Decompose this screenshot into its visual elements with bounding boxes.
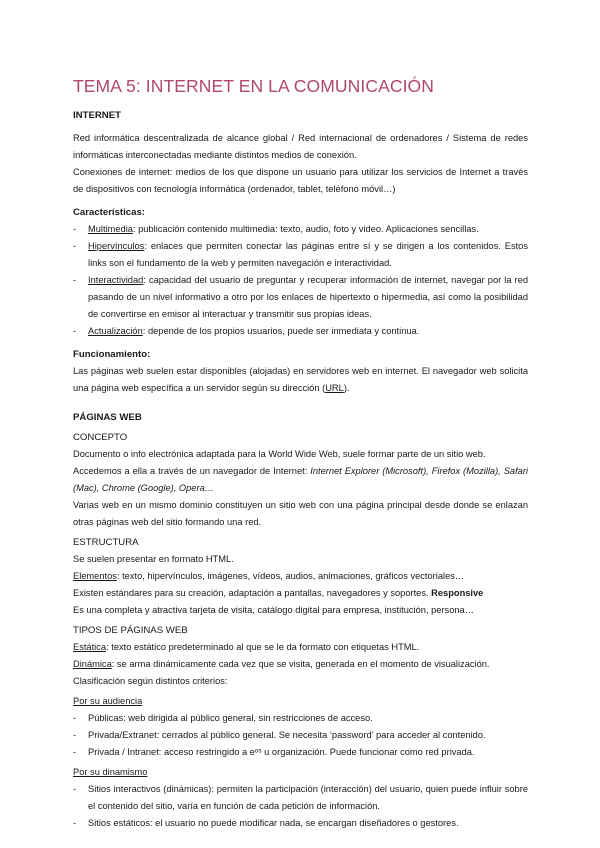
text-span: Las páginas web suelen estar disponibles (alojadas) en servidores web en internet. El navegador web solicita una página web específica a un servidor según su dirección ( bbox=[73, 366, 528, 393]
text-span: ). bbox=[343, 383, 350, 393]
estructura-3 bbox=[73, 585, 528, 602]
term: Elementos bbox=[73, 571, 117, 581]
internet-conexiones: Conexiones de internet: medios de los que dispone un usuario para utilizar los servicios de Internet a través de dispositivos con tecnología informática (ordenador, tablet, teléfono móvil…) bbox=[73, 167, 528, 194]
caracteristicas-heading: Características: bbox=[73, 207, 145, 218]
url-term: URL bbox=[325, 383, 344, 393]
term-text: : texto estático predeterminado al que se le da formato con etiquetas HTML. bbox=[106, 642, 420, 652]
term: Multimedia bbox=[88, 224, 133, 234]
list-item: - Sitios interactivos (dinámicas): permiten la participación (interacción) del usuario, quien puede influir sobre el contenido del sitio, varía en función de cada petición de información. bbox=[73, 781, 528, 815]
term-text: : capacidad del usuario de preguntar y recuperar información de internet, navegar por la red pasando de un nivel informativo a otro por los enlaces de hipertexto o hipermedia, así como la posibilidad de convertirse en emisor al interactuar y transmitir sus propias ideas. bbox=[88, 275, 528, 319]
estructura-2 bbox=[73, 568, 528, 585]
term: Actualización bbox=[88, 326, 143, 336]
dinamismo-heading: Por su dinamismo bbox=[73, 767, 148, 777]
concepto-1: Documento o info electrónica adaptada para la World Wide Web, suele formar parte de un sitio web. bbox=[73, 449, 486, 459]
list-item: - Privada / Intranet: acceso restringido a eᵒˢ u organización. Puede funcionar como red privada. bbox=[73, 744, 528, 761]
tipos-heading: TIPOS DE PÁGINAS WEB bbox=[73, 625, 188, 636]
funcionamiento-text bbox=[73, 363, 528, 397]
concepto-3: Varias web en un mismo dominio constituyen un sitio web con una página principal desde donde se enlazan otras páginas web del sitio formando una red. bbox=[73, 500, 528, 527]
dinamismo-list bbox=[73, 781, 528, 832]
tipo-dinamica bbox=[73, 656, 528, 673]
responsive-term: Responsive bbox=[431, 588, 484, 598]
term-text: : enlaces que permiten conectar las páginas entre sí y se dirigen a los contenidos. Estos links son el fundamento de la web y permiten navegación e interactividad. bbox=[88, 241, 528, 268]
page-title: TEMA 5: INTERNET EN LA COMUNICACIÓN bbox=[73, 76, 435, 96]
term: Hipervínculos bbox=[88, 241, 145, 251]
estructura-1: Se suelen presentar en formato HTML. bbox=[73, 554, 234, 564]
term: Dinámica bbox=[73, 659, 112, 669]
concepto-2 bbox=[73, 463, 528, 497]
term: Estática bbox=[73, 642, 107, 652]
list-item: - Sitios estáticos: el usuario no puede modificar nada, se encargan diseñadores o gestores. bbox=[73, 815, 528, 832]
list-item bbox=[73, 272, 528, 323]
list-item bbox=[73, 221, 528, 238]
text-span: Existen estándares para su creación, adaptación a pantallas, navegadores y soportes. bbox=[73, 588, 432, 598]
estructura-4: Es una completa y atractiva tarjeta de visita, catálogo digital para empresa, institución, persona… bbox=[73, 605, 475, 615]
list-item: - Públicas: web dirigida al público general, sin restricciones de acceso. bbox=[73, 710, 528, 727]
audiencia-heading: Por su audiencia bbox=[73, 696, 143, 706]
list-item bbox=[73, 238, 528, 272]
funcionamiento-heading: Funcionamiento: bbox=[73, 349, 151, 360]
text-span: Accedemos a ella a través de un navegador de Internet: bbox=[73, 466, 311, 476]
list-item bbox=[73, 323, 528, 340]
internet-definition: Red informática descentralizada de alcance global / Red internacional de ordenadores / Sistema de redes informáticas interconectadas mediante distintos medios de conexión. bbox=[73, 133, 528, 160]
term-text: : se arma dinámicamente cada vez que se visita, generada en el momento de visualización. bbox=[111, 659, 490, 669]
caracteristicas-list bbox=[73, 221, 528, 340]
term-text: : publicación contenido multimedia: texto, audio, foto y video. Aplicaciones sencillas. bbox=[132, 224, 479, 234]
section-heading-paginas: PÁGINAS WEB bbox=[73, 412, 142, 423]
clasificacion: Clasificación según distintos criterios: bbox=[73, 676, 228, 686]
estructura-heading: ESTRUCTURA bbox=[73, 537, 139, 548]
list-item: - Privada/Extranet: cerrados al público general. Se necesita ‘password’ para acceder al contenido. bbox=[73, 727, 528, 744]
section-heading-internet: INTERNET bbox=[73, 110, 121, 121]
term-text: : depende de los propios usuarios, puede ser inmediata y continua. bbox=[142, 326, 420, 336]
tipo-estatica bbox=[73, 639, 528, 656]
audiencia-list bbox=[73, 710, 528, 761]
concepto-heading: CONCEPTO bbox=[73, 432, 128, 443]
browsers-list: Internet Explorer (Microsoft), Firefox (Mozilla), Safari (Mac), Chrome (Google), Opera… bbox=[73, 466, 528, 493]
term-text: : texto, hipervínculos, imágenes, vídeos, audios, animaciones, gráficos vectoriales… bbox=[116, 571, 465, 581]
term: Interactividad bbox=[88, 275, 144, 285]
